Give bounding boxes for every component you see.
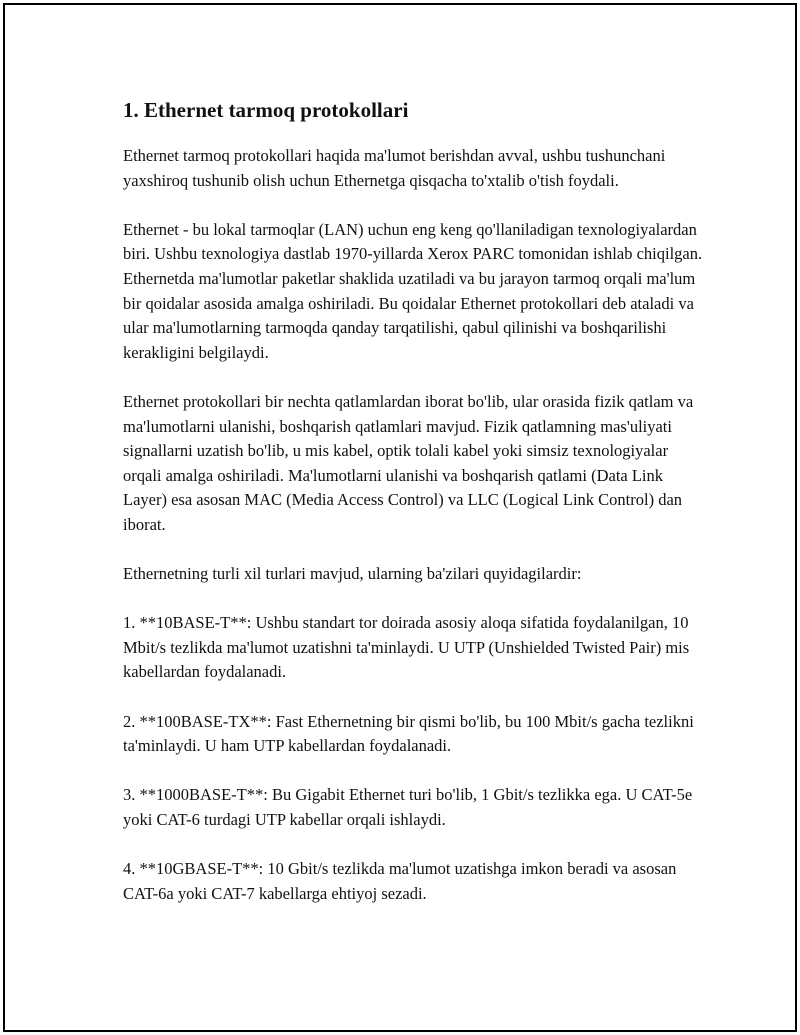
list-item-10base-t: 1. **10BASE-T**: Ushbu standart tor doirada asosiy aloqa sifatida foydalanilgan, 10 Mbit/s tezlikda ma'lumot uzatishni ta'minlaydi. U UTP (Unshielded Twisted Pair) mis kabellardan foydalanadi. xyxy=(123,613,690,682)
list-item-10gbase-t: 4. **10GBASE-T**: 10 Gbit/s tezlikda ma'lumot uzatishga imkon beradi va asosan CAT-6a yoki CAT-7 kabellarga ehtiyoj sezadi. xyxy=(123,859,677,903)
list-item-100base-tx: 2. **100BASE-TX**: Fast Ethernetning bir qismi bo'lib, bu 100 Mbit/s gacha tezlikni ta'minlaydi. U ham UTP kabellardan foydalanadi. xyxy=(123,711,694,756)
document-heading: 1. Ethernet tarmoq protokollari xyxy=(123,98,409,122)
paragraph-intro: Ethernet tarmoq protokollari haqida ma'lumot berishdan avval, ushbu tushunchani yaxshiroq tushunib olish uchun Ethernetga qisqacha to'xtalib o'tish foydali. xyxy=(123,146,666,190)
paragraph-ethernet-definition: Ethernet - bu lokal tarmoqlar (LAN) uchun eng keng qo'llaniladigan texnologiyalardan biri. Ushbu texnologiya dastlab 1970-yillarda Xerox PARC tomonidan ishlab chiqilgan. Ethernetda ma'lumotlar paketlar shaklida uzatiladi va bu jarayon tarmoq orqali ma'lum bir qoidalar asosida amalga oshiriladi. Bu qoidalar Ethernet protokollari deb ataladi va ular ma'lumotlarning tarmoqda qanday tarqatilishi, qabul qilinishi va boshqarilishi kerakligini belgilaydi. xyxy=(123,219,703,362)
document-body xyxy=(123,95,703,931)
list-item-1000base-t: 3. **1000BASE-T**: Bu Gigabit Ethernet turi bo'lib, 1 Gbit/s tezlikka ega. U CAT-5e yoki CAT-6 turdagi UTP kabellar orqali ishlaydi. xyxy=(123,785,693,830)
paragraph-protocol-layers: Ethernet protokollari bir nechta qatlamlardan iborat bo'lib, ular orasida fizik qatlam va ma'lumotlarni ulanishi, boshqarish qatlamlari mavjud. Fizik qatlamning mas'uliyati signallarni uzatish bo'lib, u mis kabel, optik tolali kabel yoki simsiz texnologiyalar orqali amalga oshiriladi. Ma'lumotlarni ulanishi va boshqarish qatlami (Data Link Layer) esa asosan MAC (Media Access Control) va LLC (Logical Link Control) dan iborat. xyxy=(123,391,694,534)
page-border xyxy=(3,3,797,1032)
paragraph-types-intro: Ethernetning turli xil turlari mavjud, ularning ba'zilari quyidagilardir: xyxy=(123,564,582,584)
